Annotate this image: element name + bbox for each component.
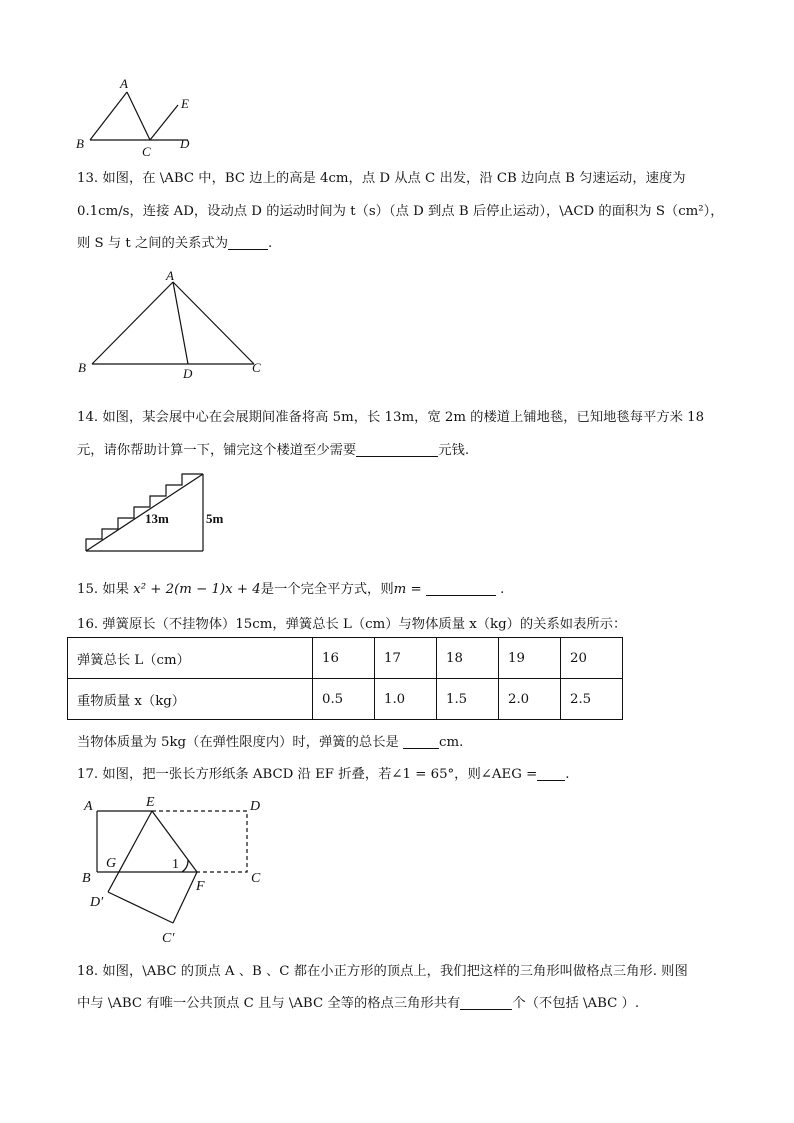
figure-q12 <box>70 72 210 162</box>
q15-answer-blank[interactable] <box>426 581 496 596</box>
table-row-header: 重物质量 x（kg） <box>68 679 313 720</box>
q14-line-2 <box>77 439 469 458</box>
fig17-label-C: C <box>251 871 261 886</box>
fig17-label-A: A <box>84 799 93 814</box>
fig13-label-B: B <box>78 360 86 375</box>
q18-line-2-text: 中与 \ABC 有唯一公共顶点 C 且与 \ABC 全等的格点三角形共有 <box>77 996 461 1011</box>
table-cell: 2.0 <box>499 679 561 720</box>
fig12-label-D: D <box>180 136 190 151</box>
q16-after <box>77 731 463 750</box>
q18-line-2-end: 个（不包括 \ABC ）. <box>512 996 640 1011</box>
fig13-label-A: A <box>166 268 174 283</box>
fig17-label-1: 1 <box>172 857 179 872</box>
q18-line-2 <box>77 992 639 1011</box>
table-row <box>68 679 623 720</box>
q17-line <box>77 763 569 782</box>
fig13-label-C: C <box>252 360 261 375</box>
q17-end: . <box>565 767 570 782</box>
q16-after-end: cm. <box>439 735 464 750</box>
fig12-label-C: C <box>142 144 151 159</box>
fig17-label-G: G <box>106 856 117 871</box>
table-cell: 0.5 <box>313 679 375 720</box>
figure-q13 <box>70 268 280 383</box>
figure-q14-stairs <box>80 470 240 558</box>
figure-q17-fold <box>76 790 276 950</box>
q15-end: . <box>500 582 505 597</box>
q13-line-3 <box>77 232 272 251</box>
fig17-label-C-prime: C′ <box>162 931 175 946</box>
table-cell: 2.5 <box>561 679 623 720</box>
fig14-label-hypotenuse: 13m <box>145 511 169 526</box>
table-cell: 18 <box>437 638 499 679</box>
q16-after-text: 当物体质量为 5kg（在弹性限度内）时，弹簧的总长是 <box>77 735 399 750</box>
q13-line-3-text: 则 S 与 t 之间的关系式为 <box>77 236 229 251</box>
q16-answer-blank[interactable] <box>403 734 439 749</box>
fig14-label-height: 5m <box>206 511 224 526</box>
fig17-label-E: E <box>146 795 155 810</box>
q18-answer-blank[interactable] <box>460 995 512 1010</box>
q14-answer-blank[interactable] <box>356 442 438 457</box>
q14-line-2-end: 元钱. <box>438 443 470 458</box>
table-cell: 1.0 <box>375 679 437 720</box>
table-cell: 17 <box>375 638 437 679</box>
fig17-label-B: B <box>82 871 91 886</box>
q14-line-1: 14. 如图，某会展中心在会展期间准备将高 5m，长 13m，宽 2m 的楼道上铺地毯，已知地毯每平方米 18 <box>77 410 705 425</box>
q18-line-1: 18. 如图，\ABC 的顶点 A 、B 、C 都在小正方形的顶点上，我们把这样的三角形叫做格点三角形. 则图 <box>77 964 688 979</box>
q17-text: 17. 如图，把一张长方形纸条 ABCD 沿 EF 折叠，若∠1 = 65°，则∠AEG = <box>77 767 538 782</box>
q13-line-3-end: . <box>268 236 273 251</box>
q15-prefix: 15. 如果 <box>77 582 129 597</box>
fig12-label-A: A <box>120 76 128 91</box>
fig17-label-D: D <box>250 799 261 814</box>
fig12-label-B: B <box>76 136 84 151</box>
fig17-label-D-prime: D′ <box>90 895 104 910</box>
q16-table <box>67 637 623 720</box>
q15-formula: x² + 2(m − 1)x + 4 <box>133 582 261 597</box>
q15-middle: 是一个完全平方式，则 <box>260 582 394 597</box>
q15-variable: m = <box>393 582 422 597</box>
q15-line <box>77 578 504 597</box>
table-row-header: 弹簧总长 L（cm） <box>68 638 313 679</box>
q13-answer-blank[interactable] <box>228 235 268 250</box>
table-cell: 1.5 <box>437 679 499 720</box>
fig13-label-D: D <box>183 366 193 381</box>
q17-answer-blank[interactable] <box>537 766 565 781</box>
fig17-label-F: F <box>196 879 205 894</box>
q13-line-2: 0.1cm/s，连接 AD，设动点 D 的运动时间为 t（s）（点 D 到点 B 后停止运动），\ACD 的面积为 S（cm²）， <box>77 204 724 219</box>
table-cell: 19 <box>499 638 561 679</box>
q13-line-1: 13. 如图，在 \ABC 中，BC 边上的高是 4cm，点 D 从点 C 出发，沿 CB 边向点 B 匀速运动，速度为 <box>77 171 686 186</box>
q16-intro: 16. 弹簧原长（不挂物体）15cm，弹簧总长 L（cm）与物体质量 x（kg）的关系如表所示： <box>77 617 627 632</box>
fig12-label-E: E <box>181 96 189 111</box>
table-row <box>68 638 623 679</box>
table-cell: 20 <box>561 638 623 679</box>
table-cell: 16 <box>313 638 375 679</box>
q14-line-2-text: 元，请你帮助计算一下，铺完这个楼道至少需要 <box>77 443 357 458</box>
